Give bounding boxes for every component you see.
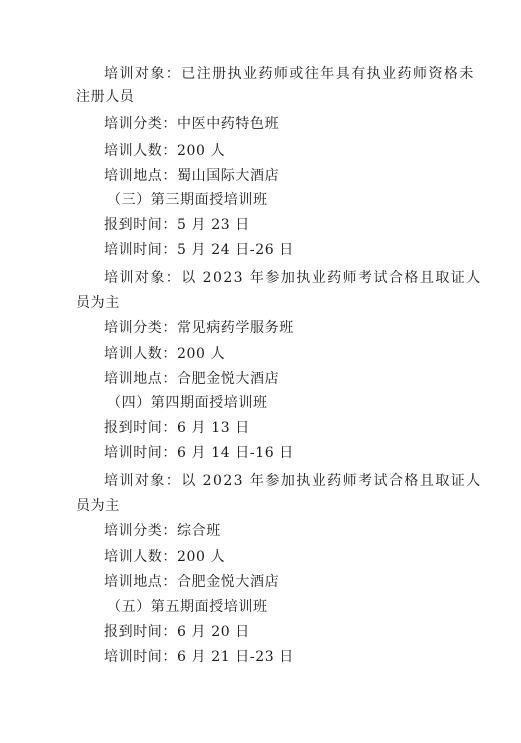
s3-heading: （三）第三期面授培训班 xyxy=(107,192,268,208)
s4-category: 培训分类：综合班 xyxy=(104,523,221,539)
s3-category: 培训分类：常见病药学服务班 xyxy=(104,320,294,336)
s2-count: 培训人数：200 人 xyxy=(104,143,226,159)
s3-target-line2: 员为主 xyxy=(76,295,120,311)
s4-heading: （四）第四期面授培训班 xyxy=(107,395,268,411)
s5-checkin: 报到时间：6 月 20 日 xyxy=(104,624,250,640)
s2-category: 培训分类：中医中药特色班 xyxy=(104,116,280,132)
s4-training-time: 培训时间：6 月 14 日-16 日 xyxy=(104,445,294,461)
s3-checkin: 报到时间：5 月 23 日 xyxy=(104,217,250,233)
s5-training-time: 培训时间：6 月 21 日-23 日 xyxy=(104,649,294,665)
s3-target-line1: 培训对象：以 2023 年参加执业药师考试合格且取证人 xyxy=(104,270,482,286)
s4-target-line1: 培训对象：以 2023 年参加执业药师考试合格且取证人 xyxy=(104,473,482,489)
s2-target-line2: 注册人员 xyxy=(76,89,135,105)
s4-location: 培训地点：合肥金悦大酒店 xyxy=(104,574,280,590)
s3-training-time: 培训时间：5 月 24 日-26 日 xyxy=(104,242,294,258)
s3-count: 培训人数：200 人 xyxy=(104,346,226,362)
s4-checkin: 报到时间：6 月 13 日 xyxy=(104,420,250,436)
s4-count: 培训人数：200 人 xyxy=(104,549,226,565)
s2-location: 培训地点：蜀山国际大酒店 xyxy=(104,168,280,184)
s4-target-line2: 员为主 xyxy=(76,498,120,514)
s3-location: 培训地点：合肥金悦大酒店 xyxy=(104,371,280,387)
s5-heading: （五）第五期面授培训班 xyxy=(107,599,268,615)
s2-target-line1: 培训对象：已注册执业药师或往年具有执业药师资格未 xyxy=(104,66,475,82)
